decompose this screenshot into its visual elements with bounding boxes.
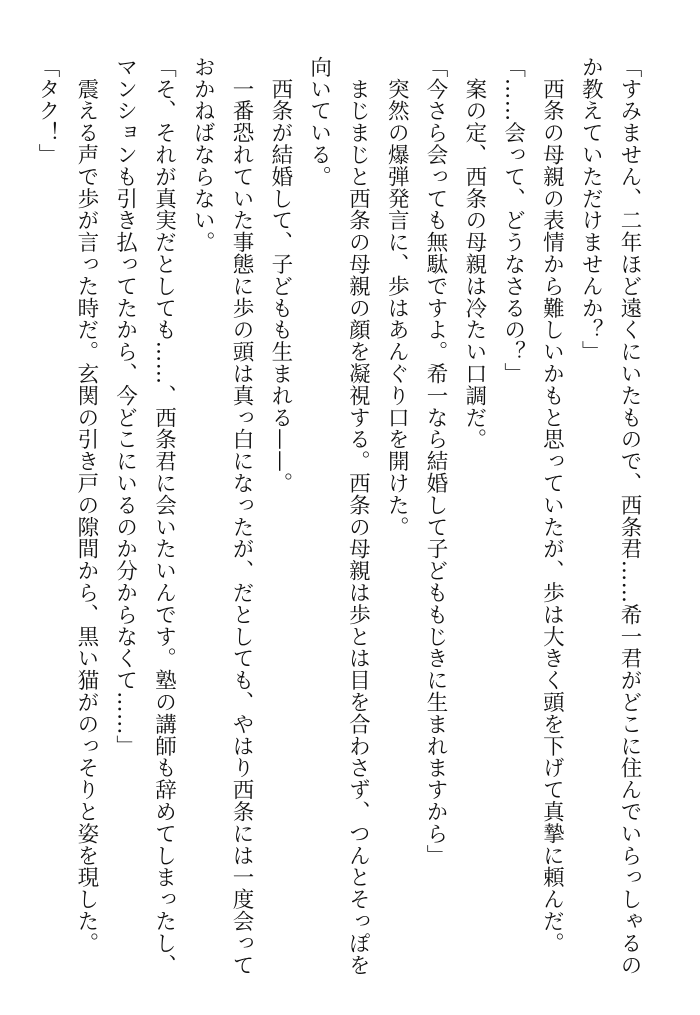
text-line: 一番恐れていた事態に歩の頭は真っ白になったが、だとしても、やはり西条には一度会って — [229, 56, 255, 976]
text-line: マンションも引き払ってたから、今どこにいるのか分からなくて……」 — [112, 56, 138, 757]
text-line: 案の定、西条の母親は冷たい口調だ。 — [461, 56, 487, 451]
text-line: 震える声で歩が言った時だ。玄関の引き戸の隙間から、黒い猫がのっそりと姿を現した。 — [73, 56, 99, 954]
vertical-text-body — [27, 56, 648, 976]
text-line: 「今さら会っても無駄ですよ。希一なら結婚して子どももじきに生まれますから」 — [423, 56, 449, 867]
text-line: おかねばならない。 — [190, 56, 216, 254]
text-line: 西条が結婚して、子どもも生まれる——。 — [267, 56, 293, 494]
text-line: 「……会って、どうなさるの？」 — [500, 56, 526, 385]
text-line: まじまじと西条の母親の顔を凝視する。西条の母親は歩とは目を合わさず、つんとそっぽを — [345, 56, 371, 976]
text-line: 向いている。 — [306, 56, 332, 188]
text-line: 「すみません、二年ほど遠くにいたもので、西条君……希一君がどこに住んでいらっしゃるの — [617, 56, 642, 976]
text-line: 「そ、それが真実だとしても……、西条君に会いたいんです。塾の講師も辞めてしまったし、 — [151, 56, 177, 976]
text-line: 突然の爆弾発言に、歩はあんぐり口を開けた。 — [384, 56, 410, 538]
text-line: か教えていただけませんか？」 — [578, 56, 604, 363]
text-line: 「タク！」 — [35, 56, 61, 166]
text-line: 西条の母親の表情から難しいかもと思っていたが、歩は大きく頭を下げて真摯に頼んだ。 — [539, 56, 565, 954]
